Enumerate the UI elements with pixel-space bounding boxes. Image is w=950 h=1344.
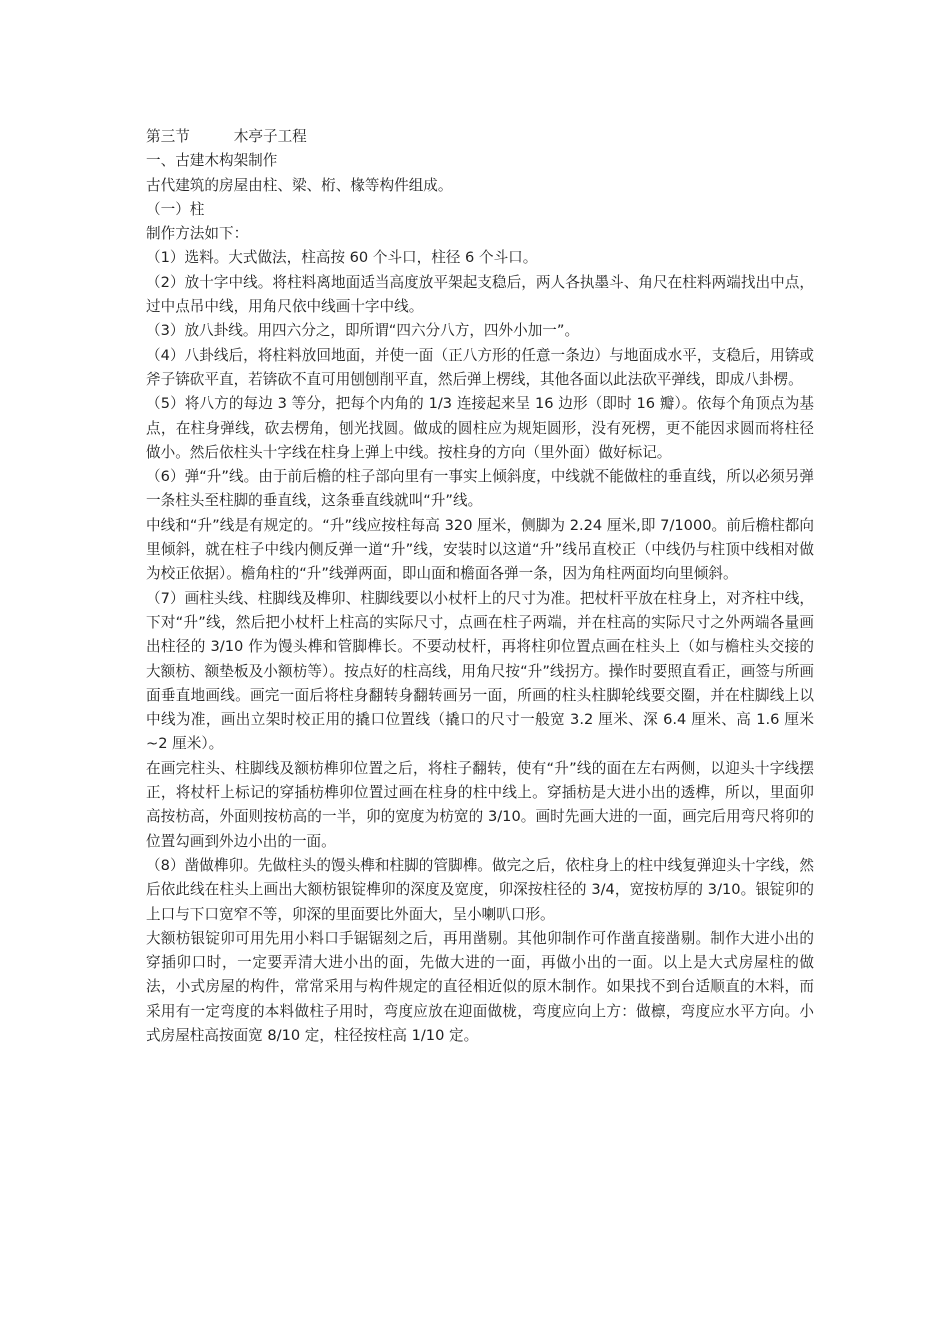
section-heading [146,125,814,149]
chapter-heading: 一、古建木构架制作 [146,152,278,170]
paragraph: （3）放八卦线。用四六分之，即所谓“四六分八方，四外小加一”。 [146,322,580,340]
paragraph: 在画完柱头、柱脚线及额枋榫卯位置之后，将柱子翻转，使有“升”线的面在左右两侧，以迎头十字线摆正，将杖杆上标记的穿插枋榫卯位置过画在柱身的柱中线上。穿插枋是大进小出的透榫，所以，里面卯高按枋高，外面则按枋高的一半，卯的宽度为枋宽的 3/10。画时先画大进的一面，画完后用弯尺将卯的位置勾画到外边小出的一面。 [146,759,814,850]
paragraph: 古代建筑的房屋由柱、梁、桁、椽等构件组成。 [146,176,453,194]
paragraph: （6）弹“升”线。由于前后檐的柱子部向里有一事实上倾斜度，中线就不能做柱的垂直线，所以必须另弹一条柱头至柱脚的垂直线，这条垂直线就叫“升”线。 [146,468,814,510]
subsection-heading: （一）柱 [146,200,205,218]
document-page [146,125,814,1048]
paragraph: 制作方法如下： [146,225,249,243]
paragraph: （2）放十字中线。将柱料离地面适当高度放平架起支稳后，两人各执墨斗、角尺在柱料两端找出中点，过中点吊中线，用角尺依中线画十字中线。 [146,273,814,316]
paragraph: （5）将八方的每边 3 等分，把每个内角的 1/3 连接起来呈 16 边形（即时 16 瓣）。依每个角顶点为基点，在柱身弹线，砍去楞角，刨光找圆。做成的圆柱应为规矩圆形，没有死楞，更不能因求圆而将柱径做小。然后依柱头十字线在柱身上弹上中线。按柱身的方向（里外面）做好标记。 [146,395,814,461]
paragraph: 中线和“升”线是有规定的。“升”线应按柱每高 320 厘米，侧脚为 2.24 厘米,即 7/1000。前后檐柱都向里倾斜，就在柱子中线内侧反弹一道“升”线，安装时以这道“升”线吊直校正（中线仍与柱顶中线相对做为校正依据）。檐角柱的“升”线弹两面，即山面和檐面各弹一条，因为角柱两面均向里倾斜。 [146,516,814,583]
section-title: 木亭子工程 [233,128,307,145]
section-label: 第三节 [146,128,190,145]
paragraph: （4）八卦线后，将柱料放回地面，并使一面（正八方形的任意一条边）与地面成水平，支稳后，用锛或斧子锛砍平直，若锛砍不直可用刨刨削平直，然后弹上楞线，其他各面以此法砍平弹线，即成八卦楞。 [146,346,814,388]
paragraph: （8）凿做榫卯。先做柱头的馒头榫和柱脚的管脚榫。做完之后，依柱身上的柱中线复弹迎头十字线，然后依此线在柱头上画出大额枋银锭榫卯的深度及宽度，卯深按柱径的 3/4，宽按枋厚的 3/10。银锭卯的上口与下口宽窄不等，卯深的里面要比外面大，呈小喇叭口形。 [146,856,814,923]
paragraph: （1）选料。大式做法，柱高按 60 个斗口，柱径 6 个斗口。 [146,249,538,267]
paragraph: （7）画柱头线、柱脚线及榫卯、柱脚线要以小杖杆上的尺寸为准。把杖杆平放在柱身上，对齐柱中线，下对“升”线，然后把小杖杆上柱高的实际尺寸，点画在柱子两端，并在柱高的实际尺寸之外两端各量画出柱径的 3/10 作为馒头榫和管脚榫长。不要动杖杆，再将柱卯位置点画在柱头上（如与檐柱头交接的大额枋、额垫板及小额枋等）。按点好的柱高线，用角尺按“升”线拐方。操作时要照直看正，画签与所画面垂直地画线。画完一面后将柱身翻转身翻转画另一面，所画的柱头柱脚轮线要交圈，并在柱脚线上以中线为准，画出立架时校正用的撬口位置线（撬口的尺寸一般宽 3.2 厘米、深 6.4 厘米、高 1.6 厘米~2 厘米）。 [146,589,814,753]
paragraph: 大额枋银锭卯可用先用小料口手锯锯刻之后，再用凿剔。其他卯制作可作凿直接凿剔。制作大进小出的穿插卯口时，一定要弄清大进小出的面，先做大进的一面，再做小出的一面。以上是大式房屋柱的做法，小式房屋的构件，常常采用与构件规定的直径相近似的原木制作。如果找不到台适顺直的木料，而采用有一定弯度的本料做柱子用时，弯度应放在迎面做栊，弯度应向上方：做檩，弯度应水平方向。小式房屋柱高按面宽 8/10 定，柱径按柱高 1/10 定。 [146,929,814,1044]
